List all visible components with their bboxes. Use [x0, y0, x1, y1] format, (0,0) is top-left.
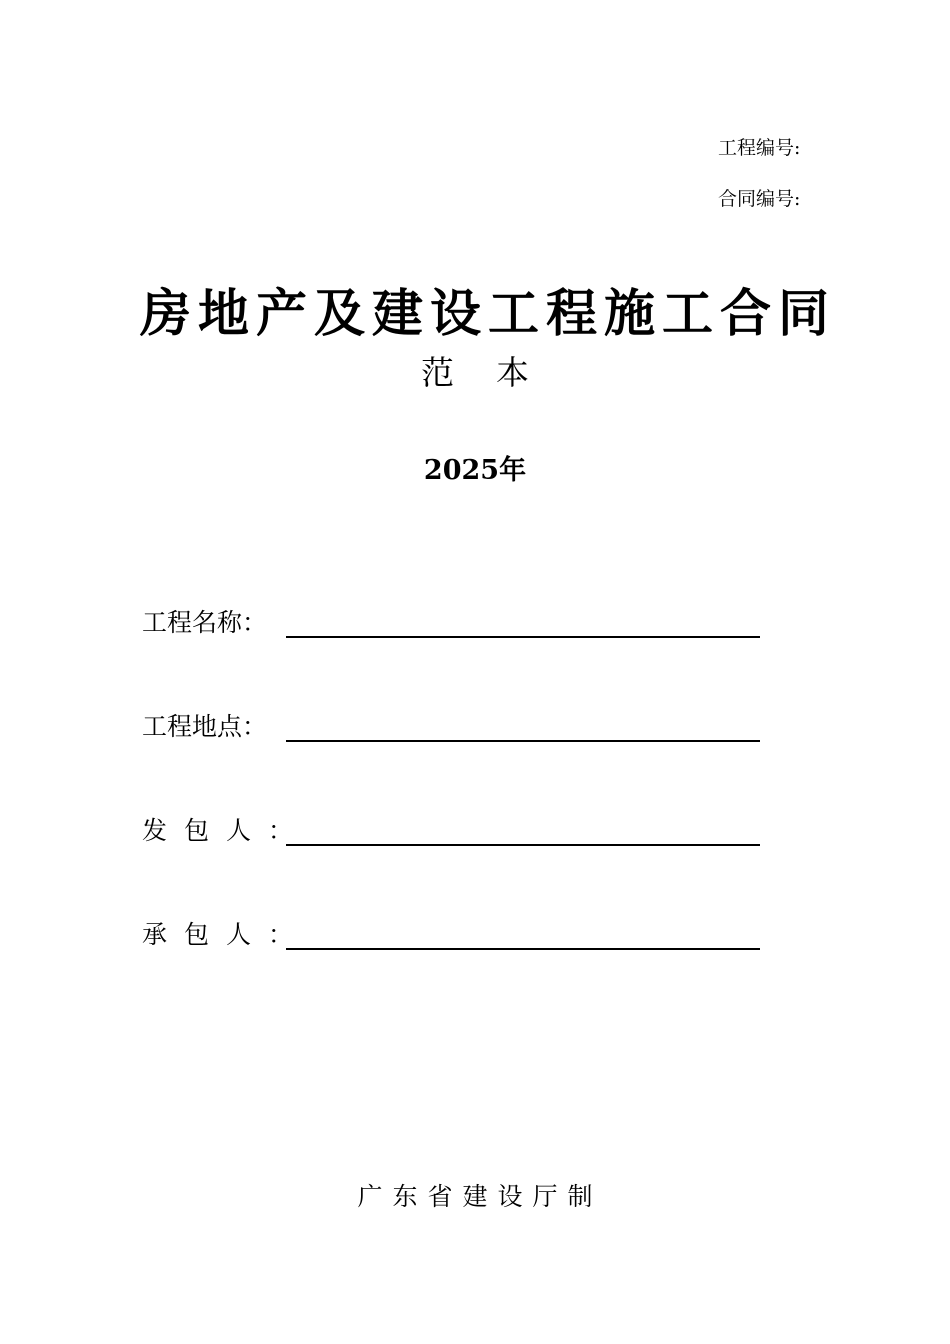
contract-number-label: 合同编号:	[718, 188, 801, 210]
employer-label: 发包人	[142, 816, 269, 845]
document-numbers	[718, 136, 918, 211]
employer-field	[142, 812, 782, 848]
contractor-label-colon: ：	[268, 920, 294, 949]
employer-label-colon: ：	[268, 816, 294, 845]
project-name-field	[142, 604, 782, 640]
contractor-label: 承包人	[142, 920, 269, 949]
employer-label-wrap	[142, 815, 294, 847]
employer-blank[interactable]	[286, 844, 760, 846]
project-name-label: 工程名称：	[142, 608, 268, 637]
project-location-field	[142, 708, 782, 744]
contractor-field	[142, 916, 782, 952]
contractor-blank[interactable]	[286, 948, 760, 950]
document-subtitle: 范本	[421, 353, 571, 392]
project-name-blank[interactable]	[286, 636, 760, 638]
project-location-blank[interactable]	[286, 740, 760, 742]
document-title: 房地产及建设工程施工合同	[140, 285, 837, 344]
contractor-label-wrap	[142, 919, 294, 951]
document-year: 2025年	[423, 455, 527, 486]
issuer-footer: 广东省建设厅制	[357, 1182, 603, 1211]
project-number-label: 工程编号:	[718, 137, 801, 159]
project-info-fields	[142, 604, 782, 952]
project-location-label: 工程地点：	[142, 712, 268, 741]
